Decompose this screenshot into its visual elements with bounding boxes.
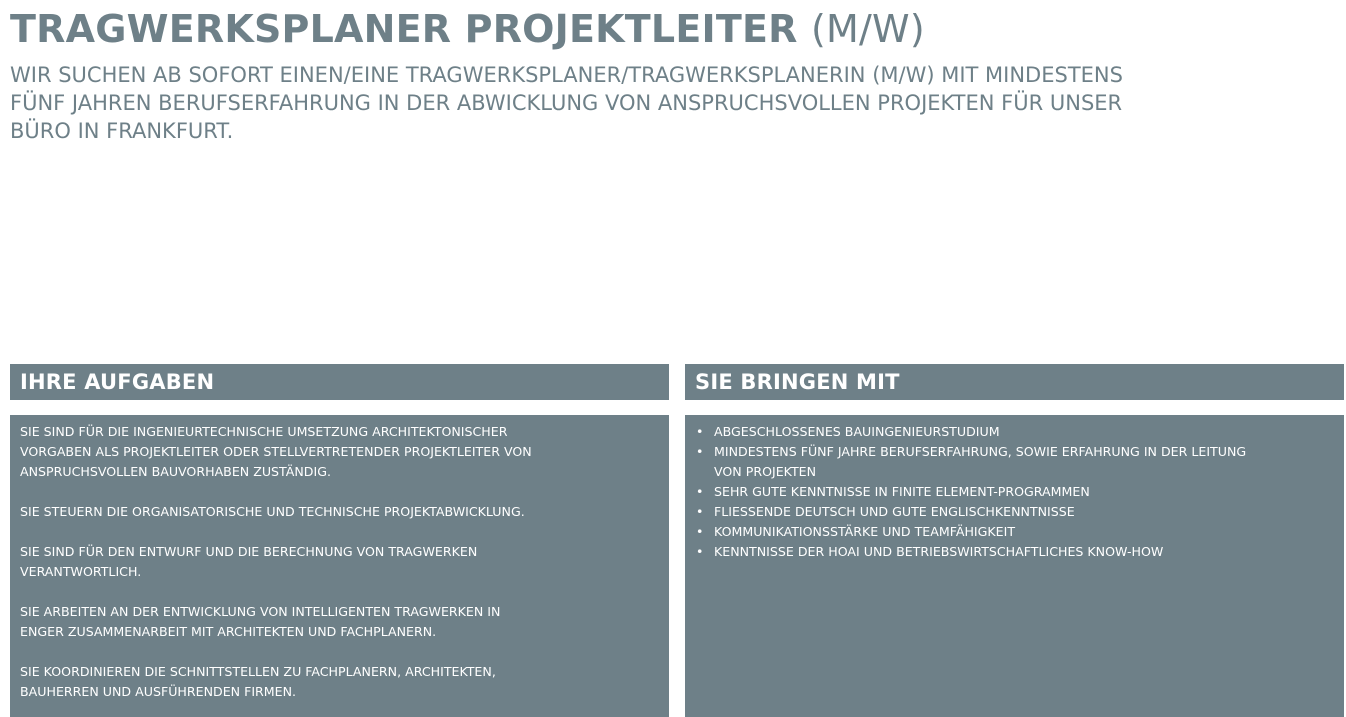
list-item: [695, 502, 1334, 522]
list-item: [695, 482, 1334, 502]
bullet-icon: •: [696, 484, 704, 499]
task-line: VERANTWORTLICH.: [20, 564, 142, 579]
task-paragraph: [20, 542, 659, 582]
intro-line: BÜRO IN FRANKFURT.: [10, 119, 234, 143]
task-line: ANSPRUCHSVOLLEN BAUVORHABEN ZUSTÄNDIG.: [20, 464, 331, 479]
requirements-header: SIE BRINGEN MIT: [685, 364, 1344, 400]
list-item: [695, 522, 1334, 542]
task-line: SIE KOORDINIEREN DIE SCHNITTSTELLEN ZU FACHPLANERN, ARCHITEKTEN,: [20, 664, 496, 679]
requirements-section: [685, 364, 1344, 717]
tasks-section: [10, 364, 669, 717]
task-line: VORGABEN ALS PROJEKTLEITER ODER STELLVERTRETENDER PROJEKTLEITER VON: [20, 444, 532, 459]
requirement-line: SEHR GUTE KENNTNISSE IN FINITE ELEMENT-PROGRAMMEN: [714, 484, 1090, 499]
requirements-list: [695, 422, 1334, 562]
job-title: [10, 6, 925, 52]
bullet-icon: •: [696, 444, 704, 459]
list-item: [695, 542, 1334, 562]
task-line: SIE ARBEITEN AN DER ENTWICKLUNG VON INTELLIGENTEN TRAGWERKEN IN: [20, 604, 501, 619]
bullet-icon: •: [696, 504, 704, 519]
bullet-icon: •: [696, 524, 704, 539]
task-paragraph: [20, 602, 659, 642]
list-item: [695, 422, 1334, 442]
requirements-body: [685, 415, 1344, 717]
intro-line: WIR SUCHEN AB SOFORT EINEN/EINE TRAGWERKSPLANER/TRAGWERKSPLANERIN (M/W) MIT MINDESTENS: [10, 63, 1123, 87]
task-line: SIE SIND FÜR DEN ENTWURF UND DIE BERECHNUNG VON TRAGWERKEN: [20, 544, 478, 559]
tasks-header: IHRE AUFGABEN: [10, 364, 669, 400]
list-item: [695, 442, 1334, 482]
job-title-main: TRAGWERKSPLANER PROJEKTLEITER: [10, 7, 798, 51]
task-line: BAUHERREN UND AUSFÜHRENDEN FIRMEN.: [20, 684, 297, 699]
requirement-line: FLIESSENDE DEUTSCH UND GUTE ENGLISCHKENNTNISSE: [714, 504, 1075, 519]
task-paragraph: [20, 422, 659, 482]
task-line: SIE SIND FÜR DIE INGENIEURTECHNISCHE UMSETZUNG ARCHITEKTONISCHER: [20, 424, 508, 439]
task-paragraph: [20, 502, 659, 522]
intro-line: FÜNF JAHREN BERUFSERFAHRUNG IN DER ABWICKLUNG VON ANSPRUCHSVOLLEN PROJEKTEN FÜR UNSER: [10, 91, 1123, 115]
job-title-gender: (M/W): [811, 7, 925, 51]
requirement-line: KOMMUNIKATIONSSTÄRKE UND TEAMFÄHIGKEIT: [714, 524, 1016, 539]
task-line: SIE STEUERN DIE ORGANISATORISCHE UND TECHNISCHE PROJEKTABWICKLUNG.: [20, 504, 525, 519]
task-line: ENGER ZUSAMMENARBEIT MIT ARCHITEKTEN UND FACHPLANERN.: [20, 624, 437, 639]
requirement-line: VON PROJEKTEN: [714, 464, 817, 479]
bullet-icon: •: [696, 424, 704, 439]
bullet-icon: •: [696, 544, 704, 559]
tasks-body: [10, 415, 669, 717]
requirement-line: MINDESTENS FÜNF JAHRE BERUFSERFAHRUNG, SOWIE ERFAHRUNG IN DER LEITUNG: [714, 444, 1247, 459]
task-paragraph: [20, 662, 659, 702]
requirement-line: KENNTNISSE DER HOAI UND BETRIEBSWIRTSCHAFTLICHES KNOW-HOW: [714, 544, 1164, 559]
requirement-line: ABGESCHLOSSENES BAUINGENIEURSTUDIUM: [714, 424, 1000, 439]
job-intro: [10, 61, 1330, 145]
